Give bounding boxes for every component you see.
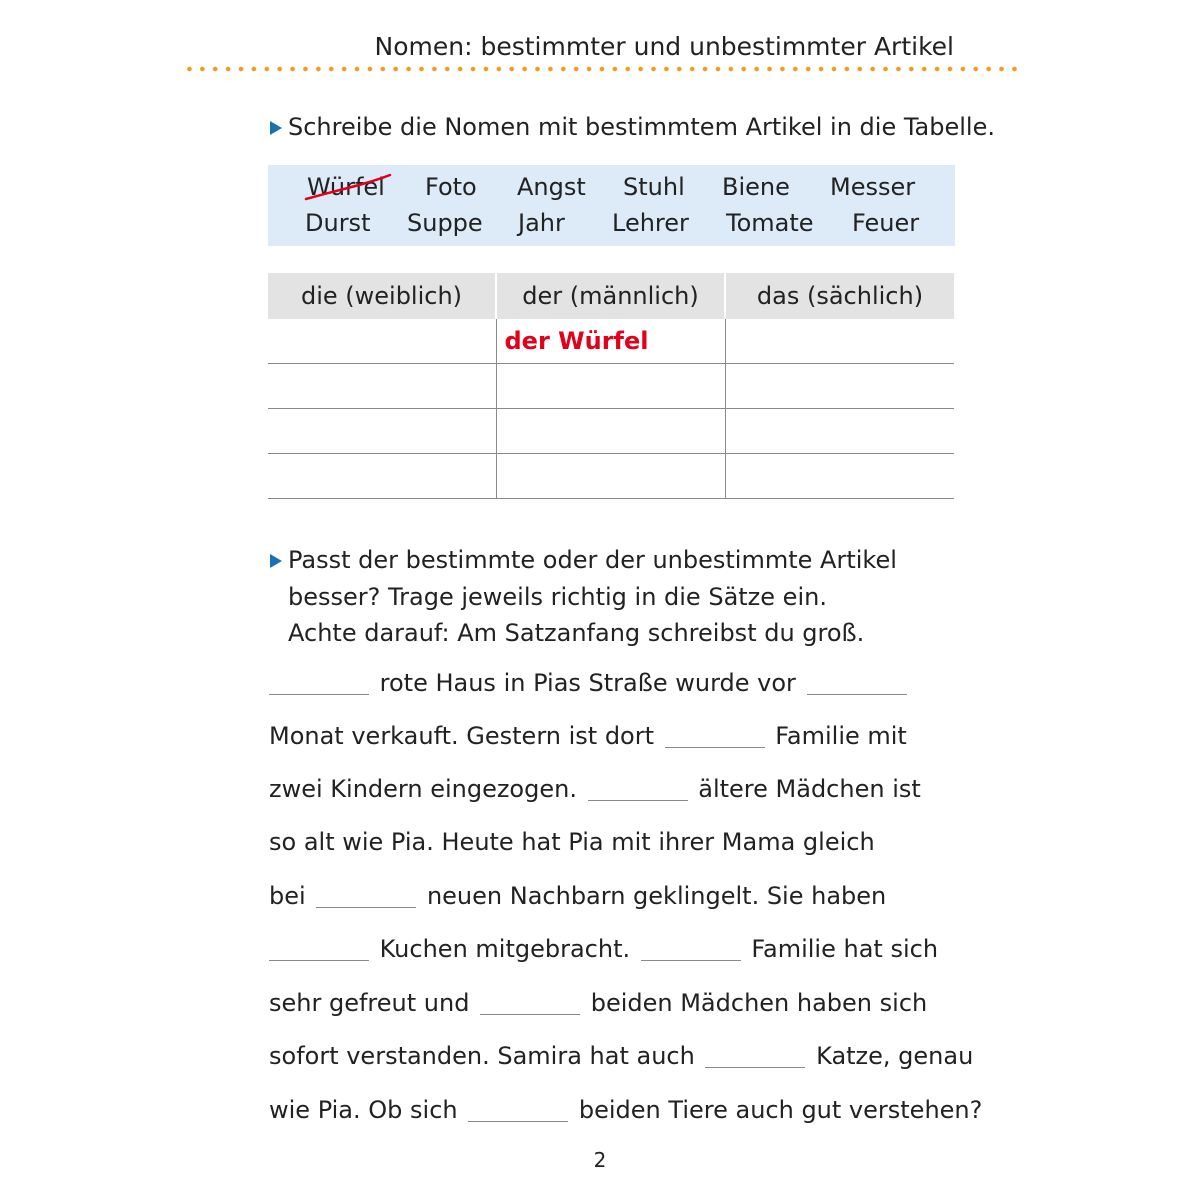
word-item: Feuer <box>852 209 920 237</box>
table-row <box>268 409 954 454</box>
cloze-text: beiden Tiere auch gut verstehen? <box>578 1096 983 1124</box>
cloze-text: Familie hat sich <box>751 935 939 963</box>
blank-field[interactable] <box>269 693 369 695</box>
table-row <box>268 454 954 499</box>
task1-bullet-icon <box>270 121 282 135</box>
blank-field[interactable] <box>641 959 741 961</box>
cloze-text: bei <box>269 882 306 910</box>
blank-field[interactable] <box>588 799 688 801</box>
word-item: Jahr <box>518 209 565 237</box>
cloze-text: wie Pia. Ob sich <box>269 1096 458 1124</box>
word-item: Würfel <box>307 173 385 201</box>
instruction-line: besser? Trage jeweils richtig in die Sätze ein. <box>288 582 827 611</box>
table-cell[interactable] <box>268 364 496 409</box>
table-cell[interactable] <box>268 454 496 499</box>
cloze-text: ältere Mädchen ist <box>698 775 921 803</box>
blank-field[interactable] <box>807 693 907 695</box>
word-item: Suppe <box>407 209 483 237</box>
word-item: Messer <box>830 173 916 201</box>
cloze-text: rote Haus in Pias Straße wurde vor <box>379 669 796 697</box>
page-header-title: Nomen: bestimmter und unbestimmter Artikel <box>374 32 954 61</box>
column-header-neuter: das (sächlich) <box>725 273 954 319</box>
word-item: Foto <box>425 173 477 201</box>
cloze-text: zwei Kindern eingezogen. <box>269 775 577 803</box>
blank-field[interactable] <box>269 959 369 961</box>
table-cell[interactable] <box>725 454 954 499</box>
table-cell[interactable] <box>725 319 954 364</box>
table-cell[interactable] <box>496 364 725 409</box>
blank-field[interactable] <box>480 1013 580 1015</box>
blank-field[interactable] <box>316 906 416 908</box>
word-item: Durst <box>305 209 371 237</box>
column-header-feminine: die (weiblich) <box>268 273 496 319</box>
word-item: Stuhl <box>623 173 685 201</box>
table-cell[interactable] <box>725 364 954 409</box>
word-item: Biene <box>722 173 790 201</box>
table-row <box>268 319 954 364</box>
blank-field[interactable] <box>705 1066 805 1068</box>
task2-bullet-icon <box>270 554 282 568</box>
table-cell[interactable] <box>268 409 496 454</box>
cloze-line <box>269 722 907 750</box>
cloze-line <box>269 669 910 697</box>
table-cell[interactable]: der Würfel <box>496 319 725 364</box>
cloze-line <box>269 828 875 856</box>
word-item: Lehrer <box>612 209 689 237</box>
table-cell[interactable] <box>725 409 954 454</box>
cloze-text: sofort verstanden. Samira hat auch <box>269 1042 695 1070</box>
table-cell[interactable] <box>496 454 725 499</box>
cloze-line <box>269 1042 973 1070</box>
blank-field[interactable] <box>468 1120 568 1122</box>
cloze-text: sehr gefreut und <box>269 989 470 1017</box>
task2-instruction <box>288 542 897 652</box>
blank-field[interactable] <box>665 746 765 748</box>
gender-table <box>268 273 954 499</box>
word-item: Angst <box>517 173 586 201</box>
cloze-text: neuen Nachbarn geklingelt. Sie haben <box>426 882 887 910</box>
table-cell[interactable] <box>496 409 725 454</box>
word-item: Tomate <box>726 209 814 237</box>
page-number: 2 <box>593 1148 607 1172</box>
cloze-text: Katze, genau <box>816 1042 974 1070</box>
instruction-line: Passt der bestimmte oder der unbestimmte Artikel <box>288 546 897 574</box>
column-header-masculine: der (männlich) <box>496 273 725 319</box>
cloze-text: Familie mit <box>775 722 907 750</box>
instruction-line: Achte darauf: Am Satzanfang schreibst du groß. <box>288 619 865 647</box>
cloze-line <box>269 989 927 1017</box>
table-row <box>268 364 954 409</box>
cloze-line <box>269 1096 982 1124</box>
table-cell[interactable] <box>268 319 496 364</box>
cloze-line <box>269 935 938 963</box>
cloze-text: beiden Mädchen haben sich <box>590 989 928 1017</box>
cloze-line <box>269 882 886 910</box>
cloze-line <box>269 775 921 803</box>
cloze-text: Kuchen mitgebracht. <box>379 935 631 963</box>
task1-instruction: Schreibe die Nomen mit bestimmtem Artikel in die Tabelle. <box>288 113 995 141</box>
cloze-text: Monat verkauft. Gestern ist dort <box>269 722 655 750</box>
dotted-divider <box>183 66 1019 72</box>
cloze-text: so alt wie Pia. Heute hat Pia mit ihrer Mama gleich <box>269 828 875 856</box>
